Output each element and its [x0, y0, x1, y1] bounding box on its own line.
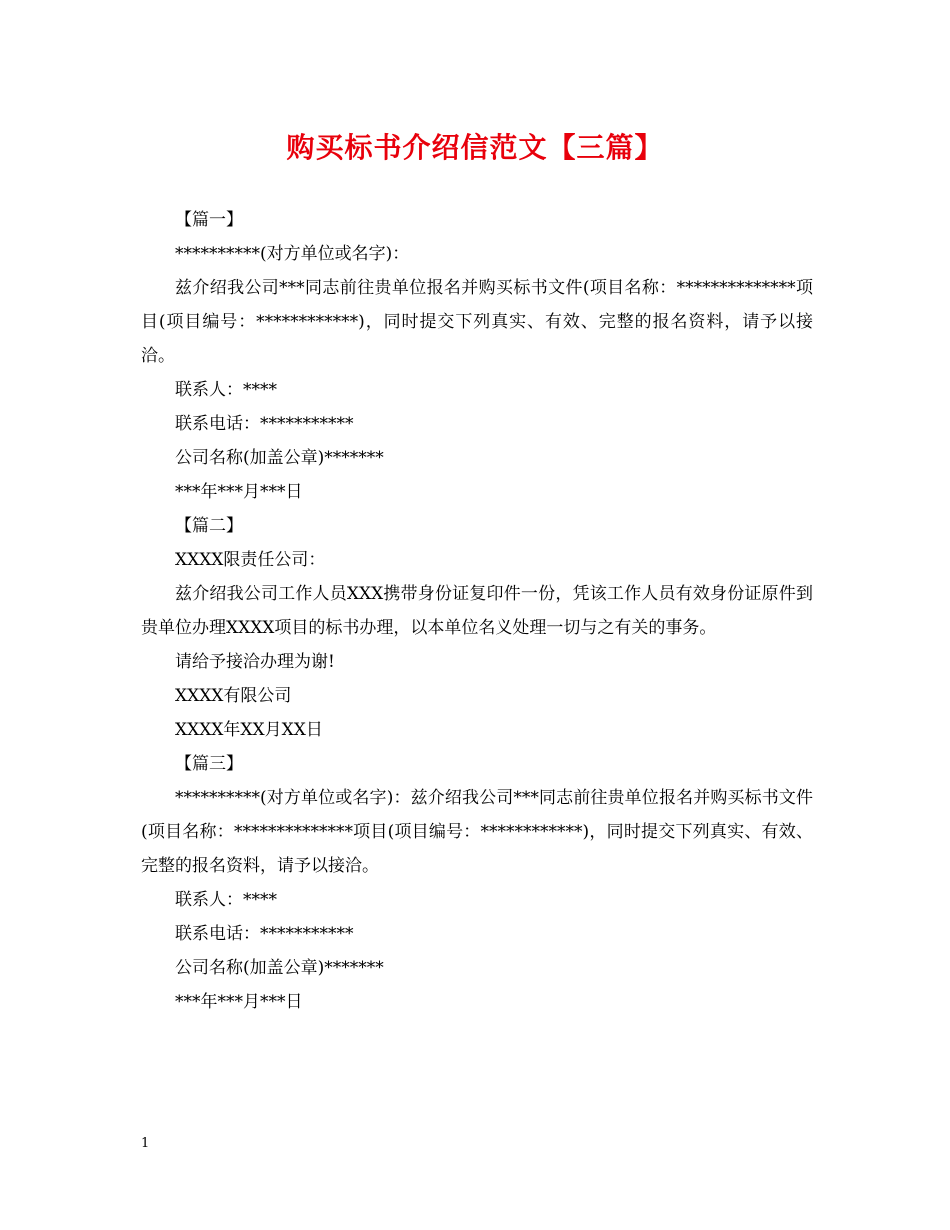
body-paragraph: 兹介绍我公司工作人员XXX携带身份证复印件一份，凭该工作人员有效身份证原件到贵单位办理XXXX项目的标书办理，以本单位名义处理一切与之有关的事务。 [141, 584, 813, 638]
company-name: 公司名称(加盖公章)******* [175, 448, 384, 468]
section-heading-1: 【篇一】 [175, 210, 243, 230]
section-heading-2: 【篇二】 [175, 516, 243, 536]
body-paragraph: 兹介绍我公司***同志前往贵单位报名并购买标书文件(项目名称：**************项目(项目编号：************)，同时提交下列真实、有效、完整的报名资料，请予以接洽。 [141, 278, 813, 366]
contact-phone: 联系电话：*********** [175, 924, 354, 944]
recipient-line: **********(对方单位或名字)： [175, 244, 410, 264]
section-heading-3: 【篇三】 [175, 754, 243, 774]
date-line: XXXX年XX月XX日 [175, 720, 323, 740]
contact-person: 联系人：**** [175, 890, 277, 910]
company-name: 公司名称(加盖公章)******* [175, 958, 384, 978]
body-paragraph: **********(对方单位或名字)：兹介绍我公司***同志前往贵单位报名并购买标书文件(项目名称：**************项目(项目编号：************)，同时提交下列真实、有效、完整的报名资料，请予以接洽。 [141, 788, 813, 876]
contact-phone: 联系电话：*********** [175, 414, 354, 434]
page-number: 1 [141, 1136, 150, 1151]
recipient-line: XXXX限责任公司： [175, 550, 326, 570]
date-line: ***年***月***日 [175, 992, 303, 1012]
document-title: 购买标书介绍信范文【三篇】 [286, 131, 664, 164]
company-name: XXXX有限公司 [175, 686, 292, 706]
date-line: ***年***月***日 [175, 482, 303, 502]
document-body [141, 203, 813, 1019]
closing-line: 请给予接洽办理为谢! [175, 652, 335, 672]
contact-person: 联系人：**** [175, 380, 277, 400]
